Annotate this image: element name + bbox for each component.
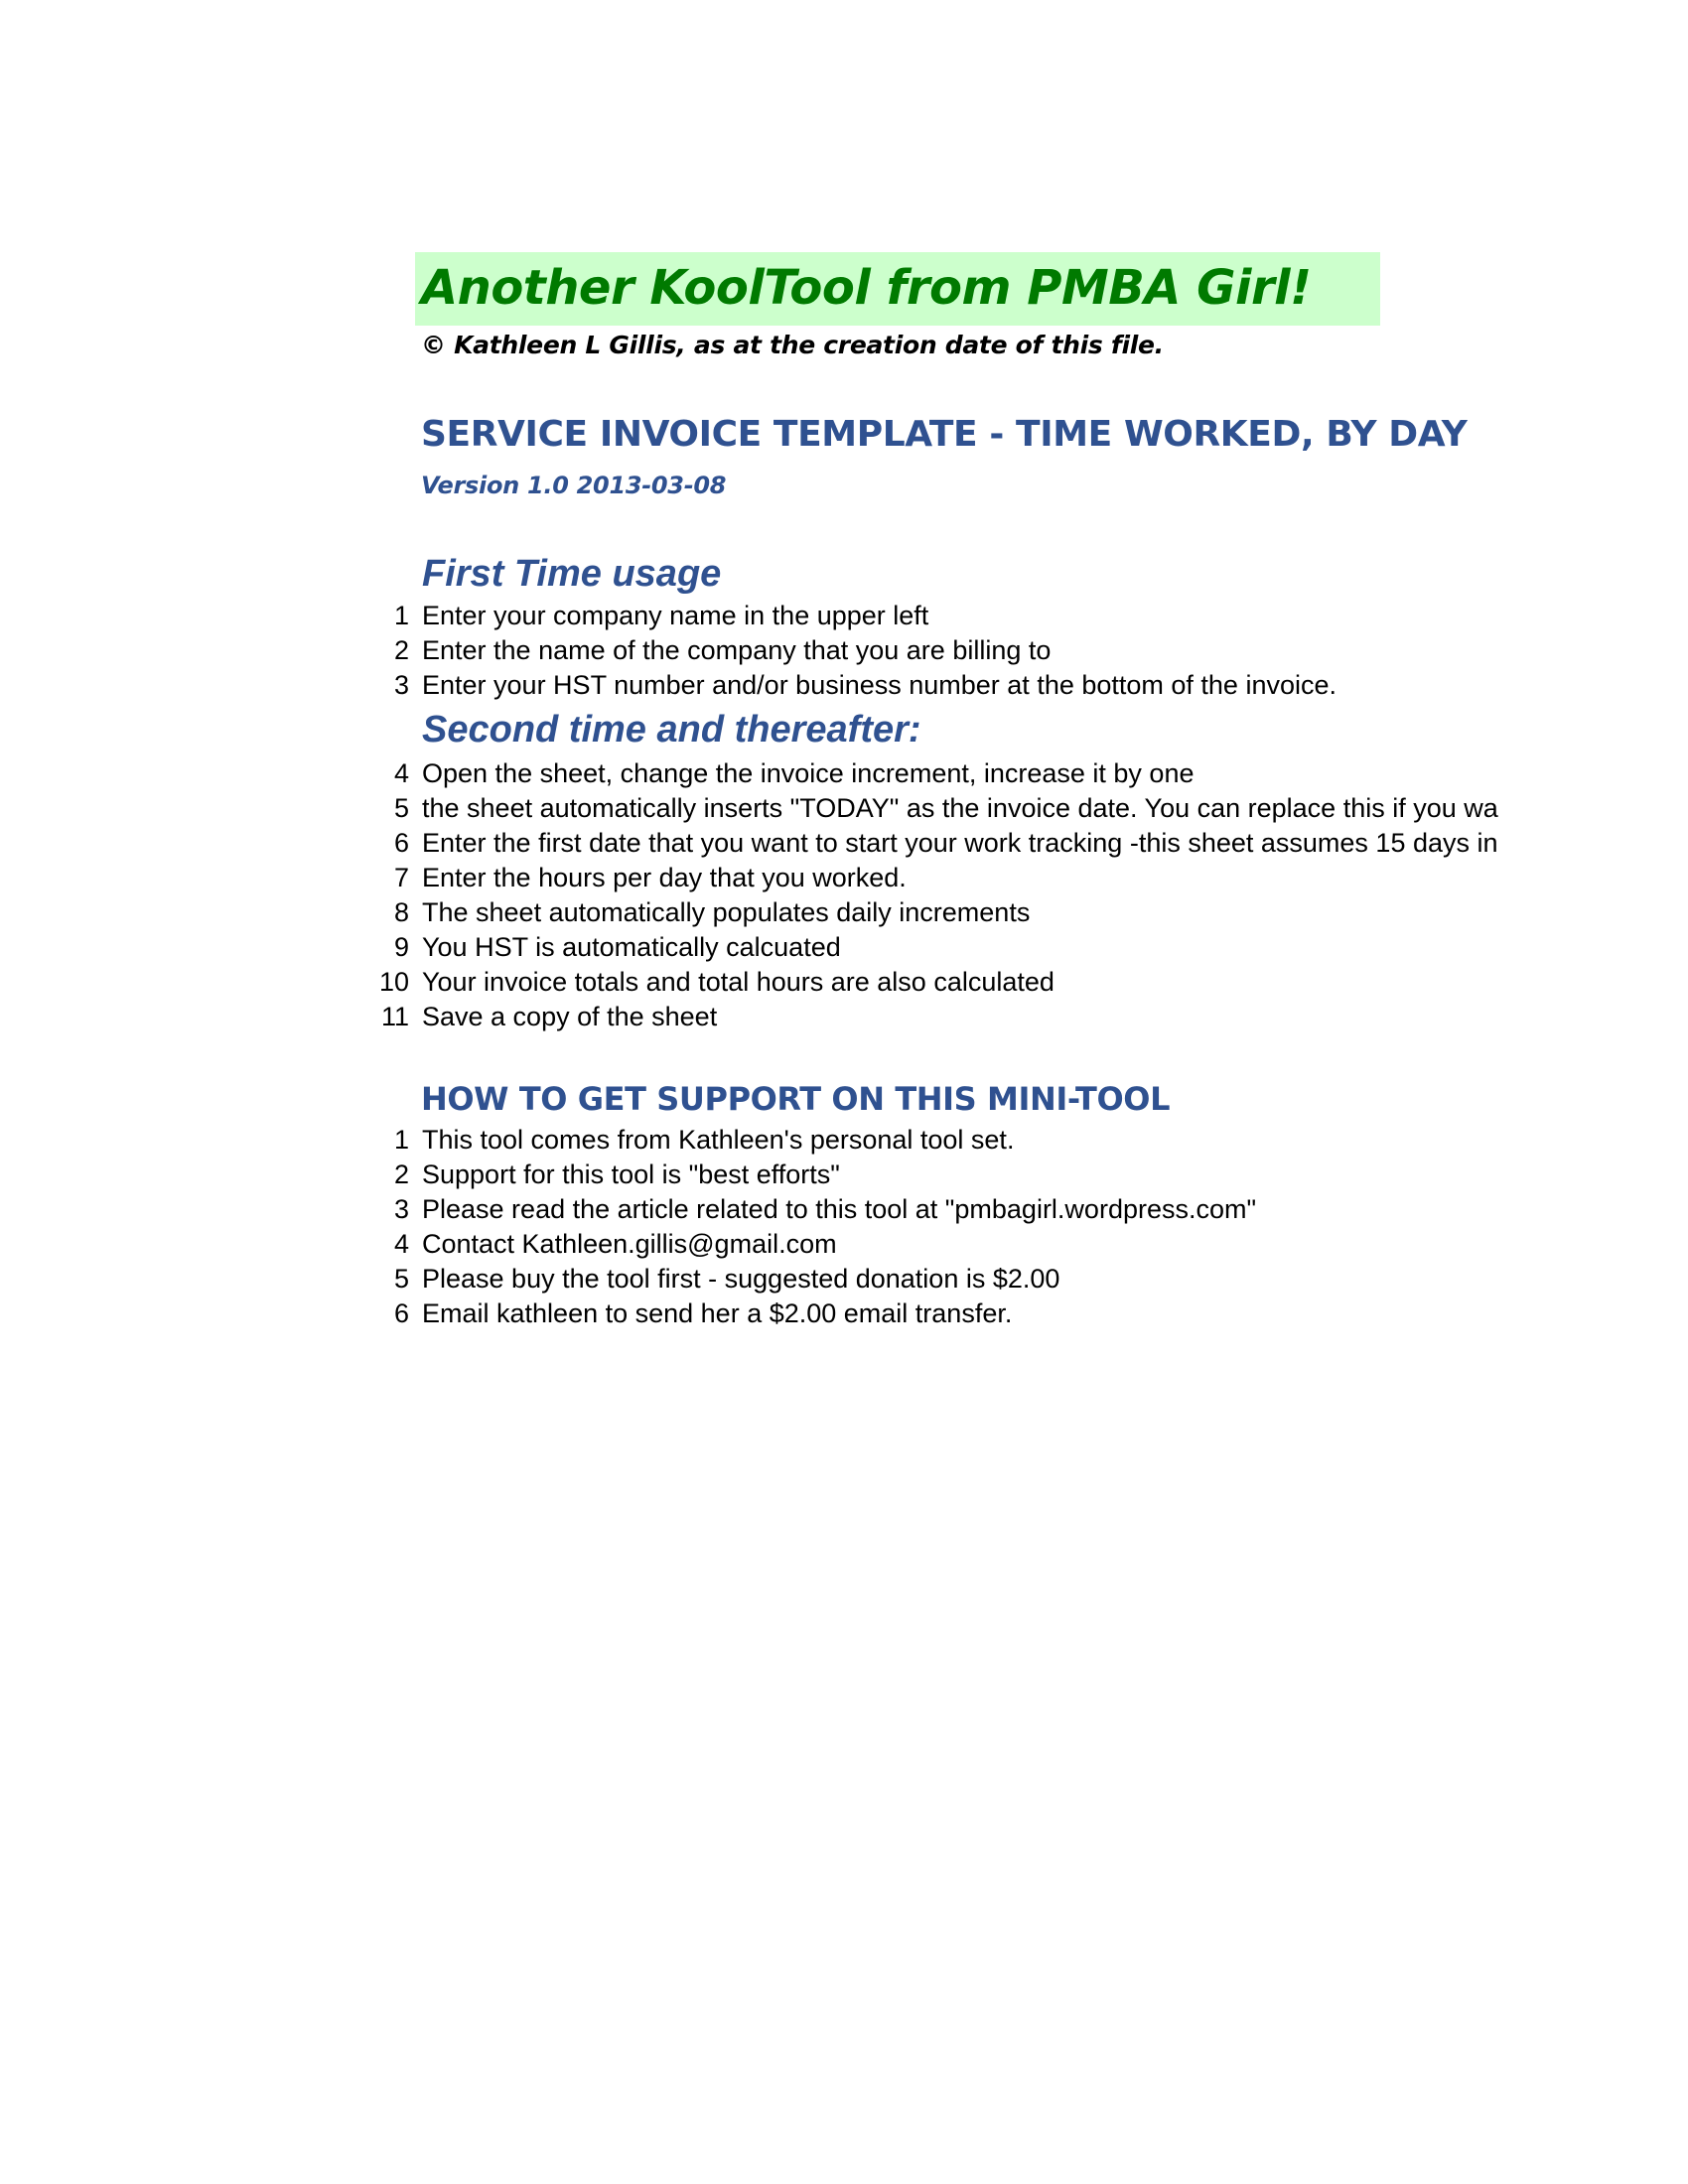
list-item [0, 1000, 1688, 1034]
list-item [0, 895, 1688, 930]
step-text: Open the sheet, change the invoice increment, increase it by one [422, 758, 1195, 788]
step-number: 6 [393, 1298, 409, 1328]
thereafter-heading: Second time and thereafter: [422, 709, 921, 751]
list-item [0, 756, 1688, 791]
step-text: Enter the first date that you want to start your work tracking -this sheet assumes 15 days in [422, 828, 1498, 858]
step-text: Please read the article related to this tool at "pmbagirl.wordpress.com" [422, 1194, 1257, 1224]
step-text: Contact Kathleen.gillis@gmail.com [422, 1229, 837, 1259]
list-item [0, 633, 1688, 668]
step-number: 4 [393, 758, 409, 788]
version-label: Version 1.0 2013-03-08 [421, 472, 727, 499]
list-item [0, 791, 1688, 826]
step-text: Support for this tool is "best efforts" [422, 1160, 840, 1189]
list-item [0, 930, 1688, 965]
step-number: 10 [378, 967, 409, 997]
step-text: Enter the hours per day that you worked. [422, 863, 907, 892]
step-number: 2 [393, 635, 409, 665]
list-item [0, 861, 1688, 895]
copyright-notice: © Kathleen L Gillis, as at the creation date of this file. [421, 331, 1164, 359]
list-item [0, 668, 1688, 703]
step-number: 6 [393, 828, 409, 858]
step-number: 4 [393, 1229, 409, 1259]
step-text: Enter your company name in the upper left [422, 601, 929, 630]
list-item [0, 1227, 1688, 1262]
list-item [0, 826, 1688, 861]
step-text: Please buy the tool first - suggested donation is $2.00 [422, 1264, 1060, 1294]
step-number: 1 [393, 601, 409, 630]
step-number: 9 [393, 932, 409, 962]
step-text: Enter your HST number and/or business number at the bottom of the invoice. [422, 670, 1336, 700]
step-number: 5 [393, 793, 409, 823]
step-number: 8 [393, 897, 409, 927]
step-text: Email kathleen to send her a $2.00 email transfer. [422, 1298, 1013, 1328]
list-item [0, 1262, 1688, 1297]
step-text: Enter the name of the company that you are billing to [422, 635, 1052, 665]
page-title: SERVICE INVOICE TEMPLATE - TIME WORKED, BY DAY [421, 414, 1468, 455]
list-item [0, 965, 1688, 1000]
step-text: Save a copy of the sheet [422, 1002, 718, 1031]
list-item [0, 1297, 1688, 1331]
banner-title: Another KoolTool from PMBA Girl! [421, 260, 1312, 316]
list-item [0, 1192, 1688, 1227]
step-number: 11 [380, 1002, 409, 1031]
list-item [0, 599, 1688, 633]
step-number: 2 [393, 1160, 409, 1189]
step-text: the sheet automatically inserts "TODAY" as the invoice date. You can replace this if you wa [422, 793, 1498, 823]
step-number: 5 [393, 1264, 409, 1294]
list-item [0, 1158, 1688, 1192]
first-time-heading: First Time usage [422, 553, 722, 595]
step-number: 3 [393, 670, 409, 700]
step-number: 3 [393, 1194, 409, 1224]
step-text: The sheet automatically populates daily increments [422, 897, 1031, 927]
support-heading: HOW TO GET SUPPORT ON THIS MINI-TOOL [421, 1080, 1171, 1118]
step-text: You HST is automatically calcuated [422, 932, 841, 962]
step-number: 7 [393, 863, 409, 892]
list-item [0, 1123, 1688, 1158]
step-text: This tool comes from Kathleen's personal tool set. [422, 1125, 1015, 1155]
step-number: 1 [393, 1125, 409, 1155]
step-text: Your invoice totals and total hours are also calculated [422, 967, 1055, 997]
